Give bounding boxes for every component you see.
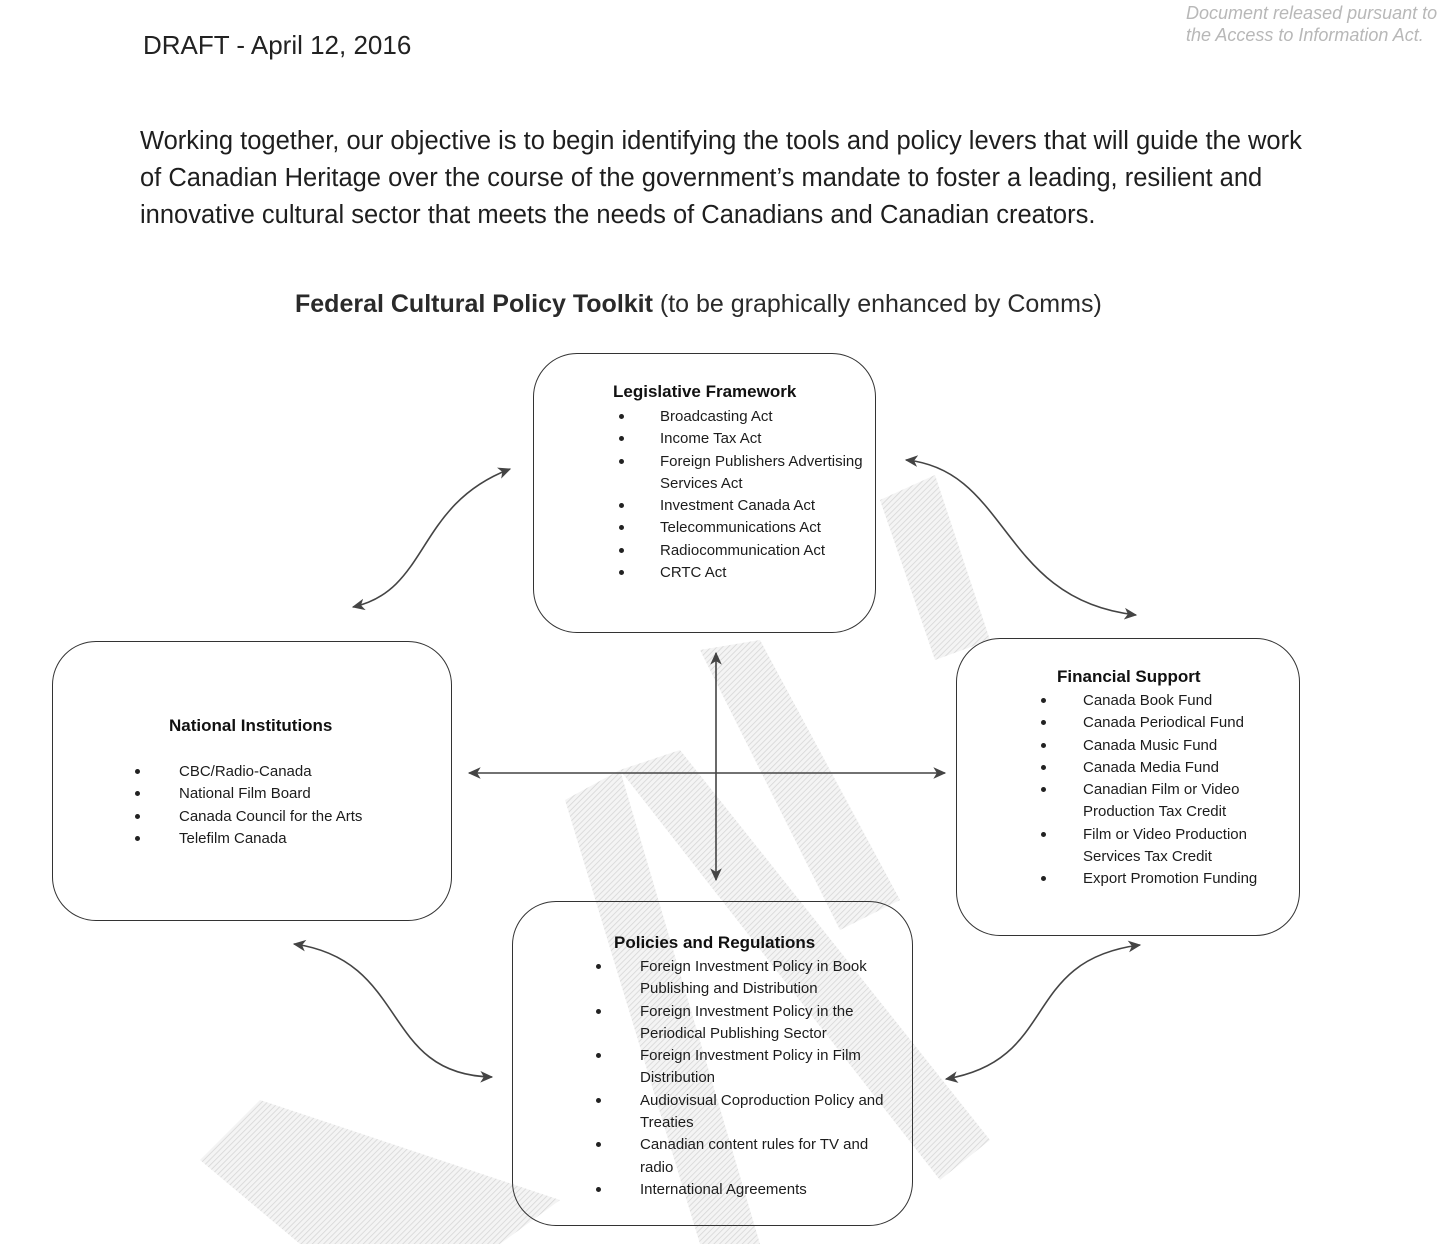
arrow-policies-financial (946, 945, 1140, 1079)
list-item: Canada Music Fund (1083, 735, 1293, 757)
list-item: International Agreements (640, 1179, 900, 1201)
list-item: Audiovisual Coproduction Policy and Treaties (640, 1090, 900, 1135)
list-item: Telefilm Canada (179, 828, 429, 850)
national-institutions-title: National Institutions (169, 716, 333, 735)
list-item: Foreign Investment Policy in Book Publishing and Distribution (640, 956, 900, 1001)
list-item: Export Promotion Funding (1083, 868, 1293, 890)
toolkit-title (295, 290, 1102, 319)
list-item: Telecommunications Act (660, 517, 865, 539)
list-item: Foreign Investment Policy in Film Distribution (640, 1045, 900, 1090)
access-to-information-notice: Document released pursuant to the Access to Information Act. (1186, 3, 1438, 45)
list-item: Canadian Film or Video Production Tax Credit (1083, 779, 1293, 824)
list-item: Income Tax Act (660, 428, 865, 450)
list-item: Radiocommunication Act (660, 540, 865, 562)
financial-support-title: Financial Support (1057, 667, 1201, 686)
list-item: Investment Canada Act (660, 495, 865, 517)
list-item: Canada Periodical Fund (1083, 712, 1293, 734)
list-item: Foreign Publishers Advertising Services Act (660, 451, 865, 496)
national-institutions-box (52, 641, 452, 921)
list-item: Broadcasting Act (660, 406, 865, 428)
draft-date: DRAFT - April 12, 2016 (143, 30, 412, 60)
list-item: Foreign Investment Policy in the Periodical Publishing Sector (640, 1001, 900, 1046)
list-item: CRTC Act (660, 562, 865, 584)
legislative-framework-box (533, 353, 876, 633)
legislative-framework-title: Legislative Framework (613, 382, 797, 401)
list-item: Canada Media Fund (1083, 757, 1293, 779)
financial-support-box (956, 638, 1300, 936)
intro-paragraph: Working together, our objective is to begin identifying the tools and policy levers that will guide the work of Canadian Heritage over the course of the government’s mandate to foster a leading, resilient and innovative cultural sector that meets the needs of Canadians and Canadian creators. (140, 127, 1302, 229)
arrow-institutions-legislative (353, 469, 510, 607)
legislative-framework-list (660, 406, 865, 584)
policies-regulations-list (640, 956, 900, 1201)
list-item: Canada Book Fund (1083, 690, 1293, 712)
arrow-institutions-policies (294, 944, 492, 1077)
list-item: National Film Board (179, 783, 429, 805)
list-item: Film or Video Production Services Tax Credit (1083, 824, 1293, 869)
policies-regulations-box (512, 901, 913, 1226)
financial-support-list (1083, 690, 1293, 891)
list-item: Canada Council for the Arts (179, 806, 429, 828)
national-institutions-list (179, 761, 429, 850)
policies-regulations-title: Policies and Regulations (614, 933, 816, 952)
toolkit-title-bold: Federal Cultural Policy Toolkit (295, 290, 653, 318)
list-item: CBC/Radio-Canada (179, 761, 429, 783)
list-item: Canadian content rules for TV and radio (640, 1134, 900, 1179)
toolkit-title-note: (to be graphically enhanced by Comms) (652, 290, 1102, 318)
